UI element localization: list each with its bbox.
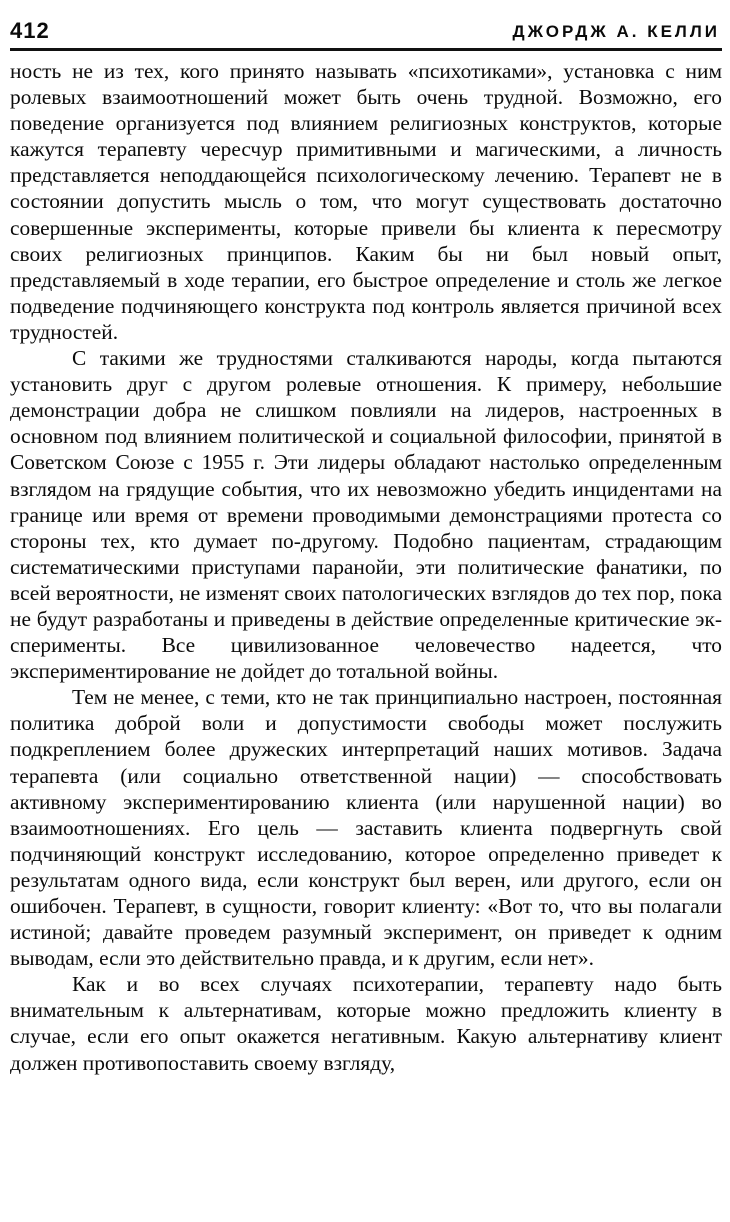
- paragraph-4: Как и во всех случаях психотерапии, терапевту надо быть внимательным к альтернативам, которые можно предложить клиенту в случае, если его опыт окажется негативным. Какую альтернативу клиент должен противопоставить своему взгляду,: [10, 972, 722, 1075]
- page-number: 412: [10, 18, 50, 43]
- body-text: [10, 58, 722, 1076]
- paragraph-2: С такими же трудностями сталкиваются народы, когда пытаются установить друг с другом ролевые отношения. К примеру, небольшие демонстрации добра не слишком повлияли на лидеров, настроенных в основном под влиянием политической и социальной философии, принятой в Советском Союзе с 1955 г. Эти лидеры обладают настолько определенным взглядом на грядущие события, что их невозможно убедить инцидентами на границе или время от времени проводимыми демонстрациями протеста со стороны тех, кто думает по-другому. Подобно пациентам, страдающим систематическими приступами паранойи, эти политические фанатики, по всей вероятности, не изменят своих патологических взглядов до тех пор, пока не будут разработаны и приведены в действие определенные критические эксперименты. Все цивилизованное человечество надеется, что экспериментирование не дойдет до тотальной войны.: [10, 346, 723, 684]
- page-header: [10, 16, 722, 51]
- running-head: ДЖОРДЖ А. КЕЛЛИ: [512, 22, 720, 41]
- paragraph-1: ность не из тех, кого принято называть «психотиками», установка с ним ролевых взаимоотношений может быть очень трудной. Возможно, его поведение организуется под влиянием религиозных конструктов, которые кажутся терапевту чересчур примитивными и магическими, а личность представляется неподдающейся психологическому лечению. Терапевт не в состоянии допустить мысль о том, что могут существовать достаточно совершенные эксперименты, которые привели бы клиента к пересмотру своих религиозных принципов. Каким бы ни был новый опыт, представляемый в ходе терапии, его быстрое определение и столь же легкое подведение подчиняющего конструкта под контроль является причиной всех трудностей.: [10, 59, 722, 344]
- paragraph-3: Тем не менее, с теми, кто не так принципиально настроен, постоянная политика доброй воли и допустимости свободы может послужить подкреплением более дружеских интерпретаций наших мотивов. Задача терапевта (или социально ответственной нации) — способствовать активному экспериментированию клиента (или нарушенной нации) во взаимоотношениях. Его цель — заставить клиента подвергнуть свой подчиняющий конструкт исследованию, которое определенно приведет к результатам одного вида, если конструкт был верен, или другого, если он ошибочен. Терапевт, в сущности, говорит клиенту: «Вот то, что вы полагали истиной; давайте проведем разумный эксперимент, он приведет к одним выводам, если это действительно правда, и к другим, если нет».: [10, 685, 722, 971]
